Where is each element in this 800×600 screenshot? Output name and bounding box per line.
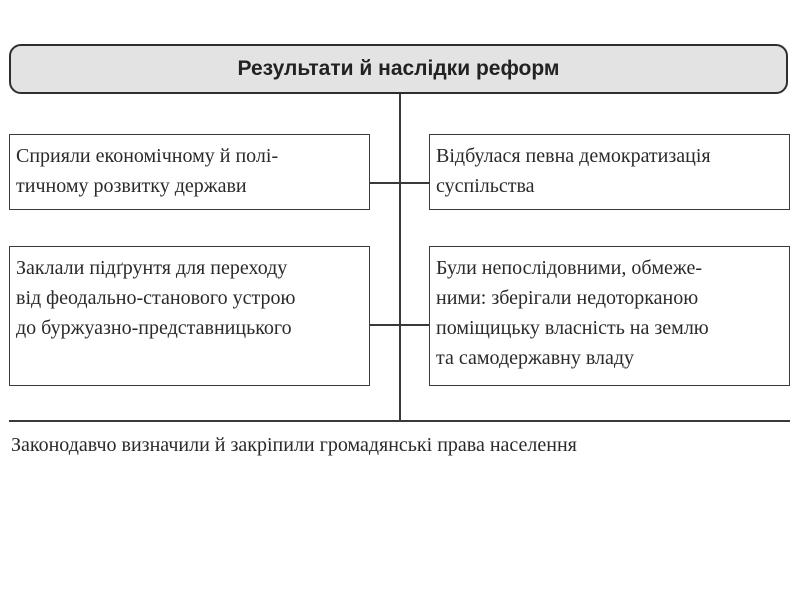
box-line: Сприяли економічному й полі-: [16, 145, 279, 167]
box-line: Були непослідовними, обмеже-: [436, 257, 702, 279]
result-civil-rights: Законодавчо визначили й закріпили громадянські права населення: [11, 434, 577, 456]
connector-bottom: [9, 420, 790, 422]
result-box-democratization: [429, 134, 790, 210]
box-line: до буржуазно-представницького: [16, 317, 292, 339]
diagram-title: Результати й наслідки реформ: [9, 44, 788, 94]
connector-row1: [369, 182, 430, 184]
result-box-transition: [9, 246, 370, 386]
box-line: ними: зберігали недоторканою: [436, 287, 699, 309]
box-line: поміщицьку власність на землю: [436, 317, 709, 339]
box-line: Відбулася певна демократизація: [436, 145, 711, 167]
box-line: від феодально-станового устрою: [16, 287, 296, 309]
box-line: суспільства: [436, 175, 535, 197]
connector-row2: [369, 324, 430, 326]
box-line: Заклали підґрунтя для переходу: [16, 257, 288, 279]
result-box-economic: [9, 134, 370, 210]
connector-trunk: [399, 94, 401, 421]
box-line: та самодержавну владу: [436, 347, 635, 369]
box-line: тичному розвитку держави: [16, 175, 247, 197]
result-box-inconsistent: [429, 246, 790, 386]
